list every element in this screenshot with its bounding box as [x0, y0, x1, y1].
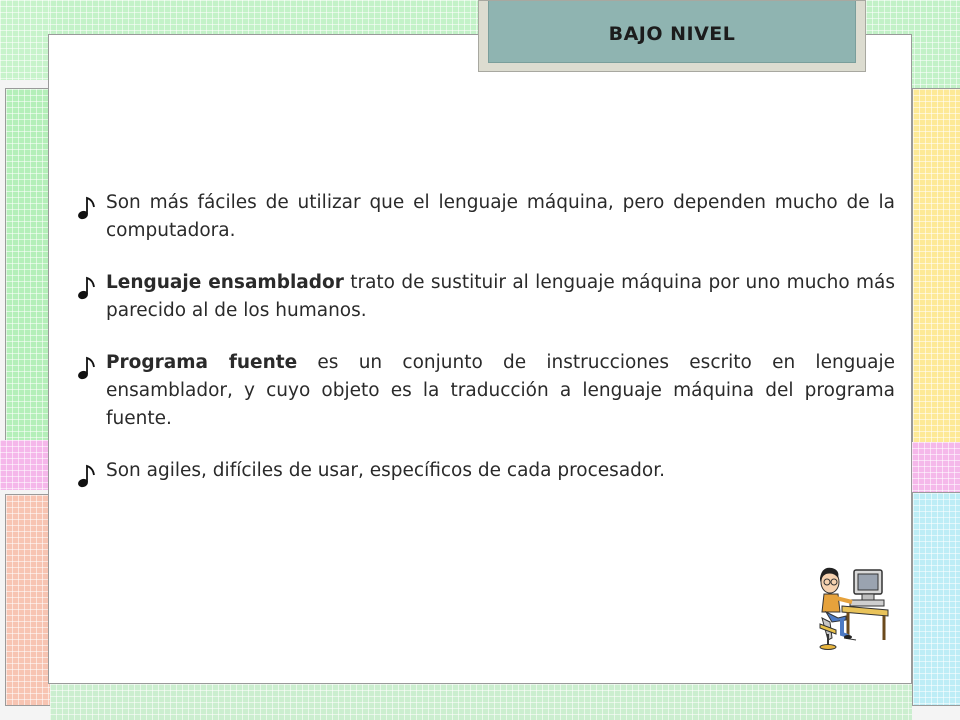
bg-tile-pink-right: [912, 442, 960, 492]
bullet-item: [77, 349, 895, 433]
bullet-item: [77, 189, 895, 245]
bullet-text: Son más fáciles de utilizar que el lenguaje máquina, pero dependen mucho de la computadora.: [106, 192, 895, 241]
bullet-list: [77, 189, 895, 509]
music-note-icon: [77, 463, 99, 489]
music-note-icon: [77, 195, 99, 221]
bullet-item: [77, 269, 895, 325]
bullet-bold-term: Programa fuente: [106, 352, 298, 373]
bg-tile-yellow-right: [912, 88, 960, 444]
slide-content-area: [48, 34, 912, 684]
bg-tile-bottom: [50, 684, 912, 720]
bullet-text: Son agiles, difíciles de usar, específicos de cada procesador.: [106, 460, 666, 481]
bullet-bold-term: Lenguaje ensamblador: [106, 272, 344, 293]
music-note-icon: [77, 355, 99, 381]
bg-tile-green-left: [5, 88, 52, 442]
title-panel: [488, 1, 856, 63]
title-box: [478, 0, 866, 72]
music-note-icon: [77, 275, 99, 301]
bullet-text: es un conjunto de instrucciones escrito en lenguaje ensamblador, y cuyo objeto es la traducción a lenguaje máquina del programa fuente.: [106, 352, 895, 429]
person-at-computer-icon: [808, 560, 894, 650]
bullet-item: [77, 457, 895, 485]
bg-tile-pink-left: [0, 440, 50, 490]
bullet-text: trato de sustituir al lenguaje máquina por uno mucho más parecido al de los humanos.: [106, 272, 895, 321]
bg-tile-green-top: [0, 0, 50, 80]
bg-tile-blue-right: [912, 492, 960, 706]
slide-title: BAJO NIVEL: [608, 22, 736, 45]
bg-tile-green-topbar: [50, 0, 480, 34]
bg-tile-salmon-left: [5, 494, 52, 706]
